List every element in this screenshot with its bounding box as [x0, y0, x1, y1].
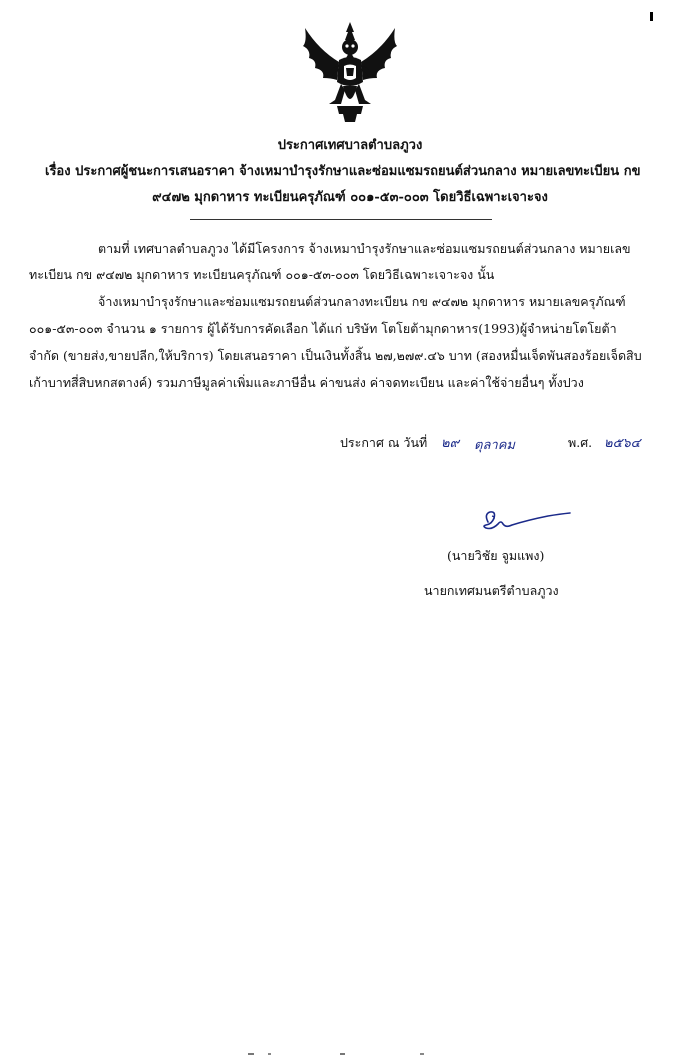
scan-artifacts — [0, 1047, 700, 1057]
paragraph2-line2: ๐๐๑-๕๓-๐๐๓ จำนวน ๑ รายการ ผู้ได้รับการคัดเลือก ได้แก่ บริษัท โตโยต้ามุกดาหาร(1993)ผู้จำหน่ายโตโยต้า — [29, 321, 617, 336]
scan-mark — [650, 12, 653, 21]
handwritten-signature — [478, 506, 574, 534]
announcement-subject-line1: เรื่อง ประกาศผู้ชนะการเสนอราคา จ้างเหมาบำรุงรักษาและซ่อมแซมรถยนต์ส่วนกลาง หมายเลขทะเบียน กข — [45, 164, 641, 179]
signer-title: นายกเทศมนตรีตำบลภูวง — [424, 583, 559, 598]
paragraph2-line1: จ้างเหมาบำรุงรักษาและซ่อมแซมรถยนต์ส่วนกลางทะเบียน กข ๙๔๗๒ มุกดาหาร หมายเลขครุภัณฑ์ — [98, 294, 626, 309]
paragraph1-line1: ตามที่ เทศบาลตำบลภูวง ได้มีโครงการ จ้างเหมาบำรุงรักษาและซ่อมแซมรถยนต์ส่วนกลาง หมายเลข — [98, 241, 631, 256]
handwritten-month: ตุลาคม — [474, 438, 515, 453]
announcement-subject-line2: ๙๔๗๒ มุกดาหาร ทะเบียนครุภัณฑ์ ๐๐๑-๕๓-๐๐๓ โดยวิธีเฉพาะเจาะจง — [152, 190, 548, 205]
announce-era-label: พ.ศ. — [568, 435, 593, 450]
garuda-emblem-icon — [297, 20, 403, 124]
paragraph2-line3: จำกัด (ขายส่ง,ขายปลีก,ให้บริการ) โดยเสนอราคา เป็นเงินทั้งสิ้น ๒๗,๒๗๙.๔๖ บาท (สองหมื่นเจ็ดพันสองร้อยเจ็ดสิบ — [29, 348, 642, 363]
handwritten-day: ๒๙ — [441, 436, 460, 451]
paragraph2-line4: เก้าบาทสี่สิบหกสตางค์) รวมภาษีมูลค่าเพิ่มและภาษีอื่น ค่าขนส่ง ค่าจดทะเบียน และค่าใช้จ่ายอื่นๆ ทั้งปวง — [29, 375, 584, 390]
paragraph1-line2: ทะเบียน กข ๙๔๗๒ มุกดาหาร ทะเบียนครุภัณฑ์ ๐๐๑-๕๓-๐๐๓ โดยวิธีเฉพาะเจาะจง นั้น — [29, 267, 495, 282]
heading-divider — [190, 219, 492, 220]
announcement-agency: ประกาศเทศบาลตำบลภูวง — [277, 138, 423, 153]
announce-date-prefix: ประกาศ ณ วันที่ — [340, 435, 428, 450]
signer-name: (นายวิชัย จูมแพง) — [447, 548, 545, 563]
handwritten-year: ๒๕๖๔ — [604, 436, 641, 451]
